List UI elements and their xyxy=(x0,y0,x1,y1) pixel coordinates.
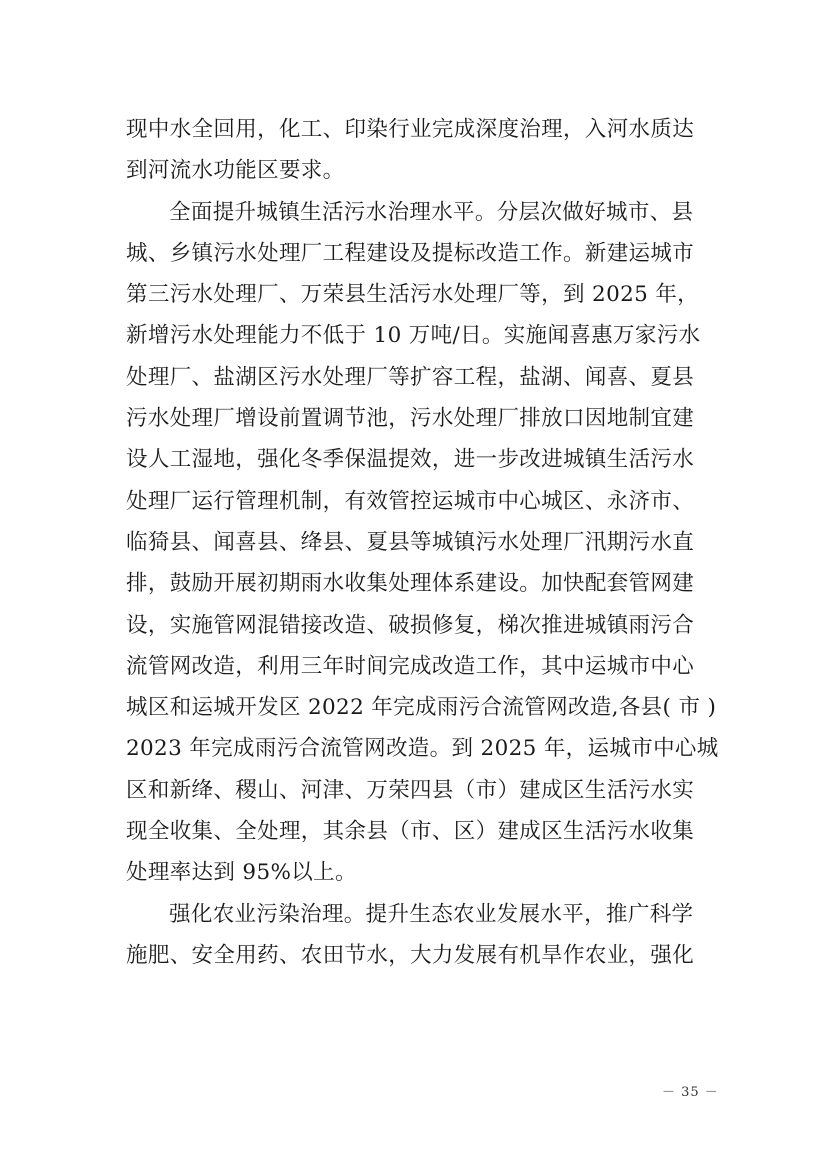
document-body xyxy=(126,109,719,976)
text-line: 处理厂运行管理机制，有效管控运城市中心城区、永济市、 xyxy=(126,488,695,514)
text-line: 设，实施管网混错接改造、破损修复，梯次推进城镇雨污合 xyxy=(126,612,695,638)
text-line: 临猗县、闻喜县、绛县、夏县等城镇污水处理厂汛期污水直 xyxy=(126,529,695,555)
paragraph-continuation xyxy=(126,109,710,192)
text-line: 到河流水功能区要求。 xyxy=(126,158,345,184)
paragraph-agriculture xyxy=(126,894,710,977)
text-line: 城、乡镇污水处理厂工程建设及提标改造工作。新建运城市 xyxy=(126,240,695,266)
text-line: 2023 年完成雨污合流管网改造。到 2025 年，运城市中心城 xyxy=(126,736,719,762)
text-line: 排，鼓励开展初期雨水收集处理体系建设。加快配套管网建 xyxy=(126,571,695,597)
text-line: 现全收集、全处理，其余县（市、区）建成区生活污水收集 xyxy=(126,819,695,845)
text-line: 设人工湿地，强化冬季保温提效，进一步改进城镇生活污水 xyxy=(126,447,695,473)
text-line: 强化农业污染治理。提升生态农业发展水平，推广科学 xyxy=(169,901,694,927)
text-line: 施肥、安全用药、农田节水，大力发展有机旱作农业，强化 xyxy=(126,942,695,968)
text-line: 新增污水处理能力不低于 10 万吨/日。实施闻喜惠万家污水 xyxy=(126,323,701,349)
text-line: 第三污水处理厂、万荣县生活污水处理厂等，到 2025 年， xyxy=(126,282,700,308)
text-line: 处理率达到 95%以上。 xyxy=(126,860,357,886)
text-line: 流管网改造，利用三年时间完成改造工作，其中运城市中心 xyxy=(126,653,695,679)
text-line: 城区和运城开发区 2022 年完成雨污合流管网改造,各县( 市 ) xyxy=(126,695,717,721)
paragraph-urban-sewage xyxy=(126,192,719,894)
text-line: 现中水全回用，化工、印染行业完成深度治理，入河水质达 xyxy=(126,117,695,142)
page-number: － 35 － xyxy=(662,1085,719,1100)
text-line: 污水处理厂增设前置调节池，污水处理厂排放口因地制宜建 xyxy=(126,406,695,432)
text-line: 处理厂、盐湖区污水处理厂等扩容工程，盐湖、闻喜、夏县 xyxy=(126,364,695,390)
text-line: 全面提升城镇生活污水治理水平。分层次做好城市、县 xyxy=(169,199,694,225)
text-line: 区和新绛、稷山、河津、万荣四县（市）建成区生活污水实 xyxy=(126,777,695,803)
